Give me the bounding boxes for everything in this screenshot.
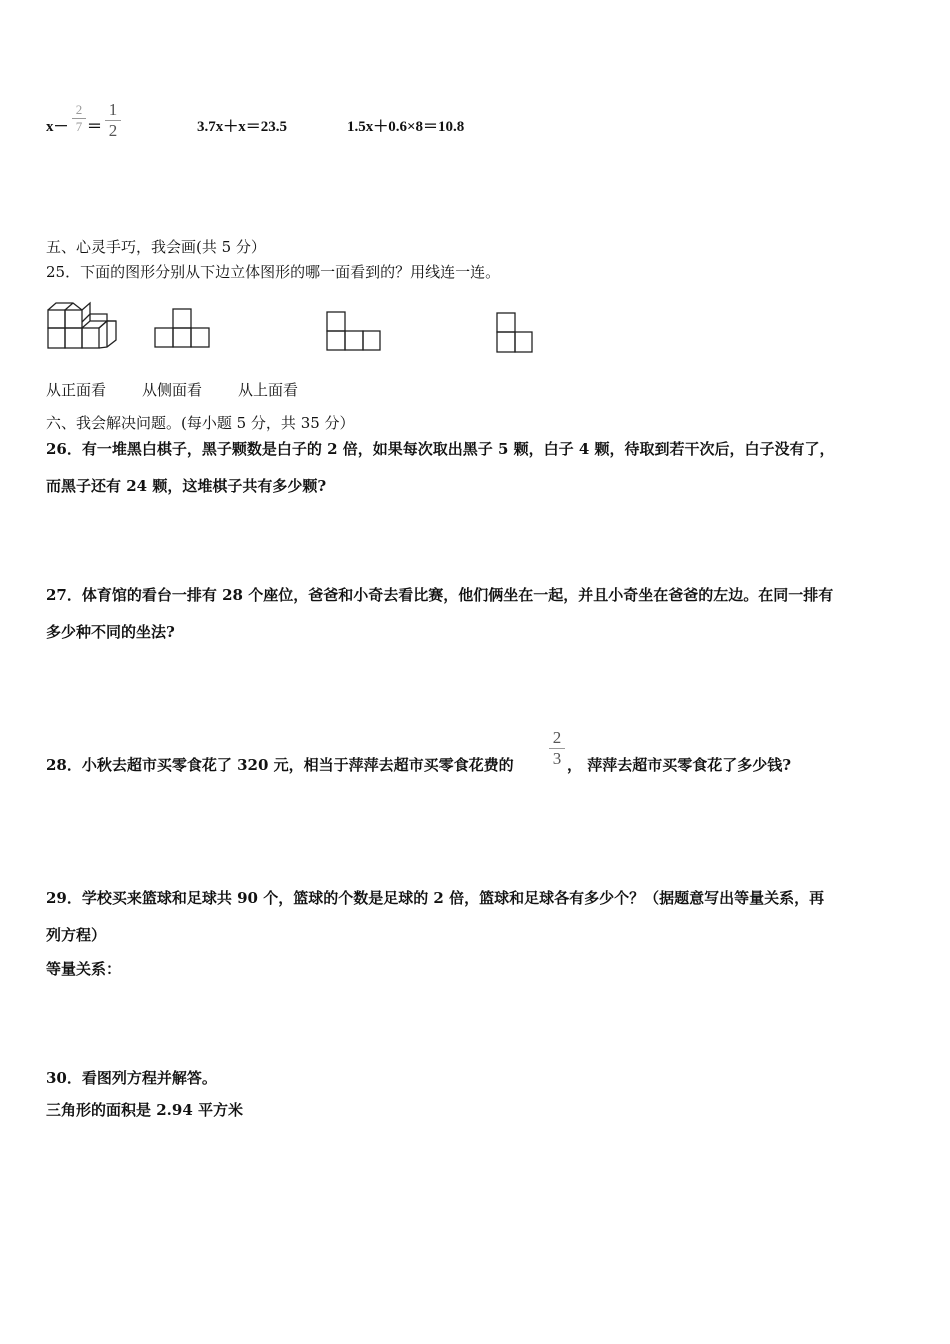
question-26-line-2: 而黑子还有 24 颗，这堆棋子共有多少颗?: [46, 477, 327, 495]
equation-1-fraction-right: [105, 101, 121, 140]
section-6-heading: 六、我会解决问题。(每小题 5 分，共 35 分）: [46, 414, 355, 432]
fraction-numerator: 1: [108, 100, 118, 119]
view-shape-3: [496, 311, 536, 355]
equation-1-lhs: x－: [46, 119, 69, 135]
question-28-fraction: [549, 729, 565, 768]
solid-figure-image: [46, 300, 118, 352]
question-30: 30．看图列方程并解答。: [46, 1069, 217, 1087]
question-30-info: 三角形的面积是 2.94 平方米: [46, 1101, 243, 1119]
equation-1-fraction-left: [72, 103, 86, 134]
equation-3: 1.5x＋0.6×8＝10.8: [347, 119, 465, 135]
fraction-numerator: 2: [75, 102, 83, 117]
fraction-denominator: 2: [108, 121, 118, 140]
question-28-text: 28．小秋去超市买零食花了 320 元，相当于萍萍去超市买零食花费的: [46, 756, 514, 774]
equation-1-equals: ＝: [87, 119, 103, 135]
equation-2: 3.7x＋x＝23.5: [197, 119, 288, 135]
question-29-line-1: 29．学校买来篮球和足球共 90 个，篮球的个数是足球的 2 倍，篮球和足球各有多少个？（据题意写出等量关系，再: [46, 889, 825, 907]
question-28-text-end: ， 萍萍去超市买零食花了多少钱?: [567, 756, 792, 774]
fraction-numerator: 2: [552, 728, 562, 747]
fraction-denominator: 3: [552, 749, 562, 768]
question-26-line-1: 26．有一堆黑白棋子，黑子颗数是白子的 2 倍，如果每次取出黑子 5 颗，白子 4 颗，待取到若干次后，白子没有了，: [46, 440, 835, 458]
view-label-front: 从正面看: [46, 381, 107, 399]
section-5-heading: 五、心灵手巧，我会画(共 5 分）: [46, 238, 266, 256]
question-25: 25．下面的图形分别从下边立体图形的哪一面看到的？用线连一连。: [46, 263, 501, 281]
question-27-line-1: 27．体育馆的看台一排有 28 个座位，爸爸和小奇去看比赛，他们俩坐在一起，并且小奇坐在爸爸的左边。在同一排有: [46, 586, 834, 604]
fraction-denominator: 7: [75, 119, 83, 134]
view-label-top: 从上面看: [238, 381, 299, 399]
question-29-hint: 等量关系：: [46, 960, 122, 978]
question-29-line-2: 列方程）: [46, 926, 107, 944]
question-27-line-2: 多少种不同的坐法?: [46, 623, 175, 641]
equation-1: [46, 115, 69, 136]
view-shape-1: [155, 307, 211, 349]
view-shape-2: [326, 310, 382, 352]
view-label-side: 从侧面看: [142, 381, 203, 399]
